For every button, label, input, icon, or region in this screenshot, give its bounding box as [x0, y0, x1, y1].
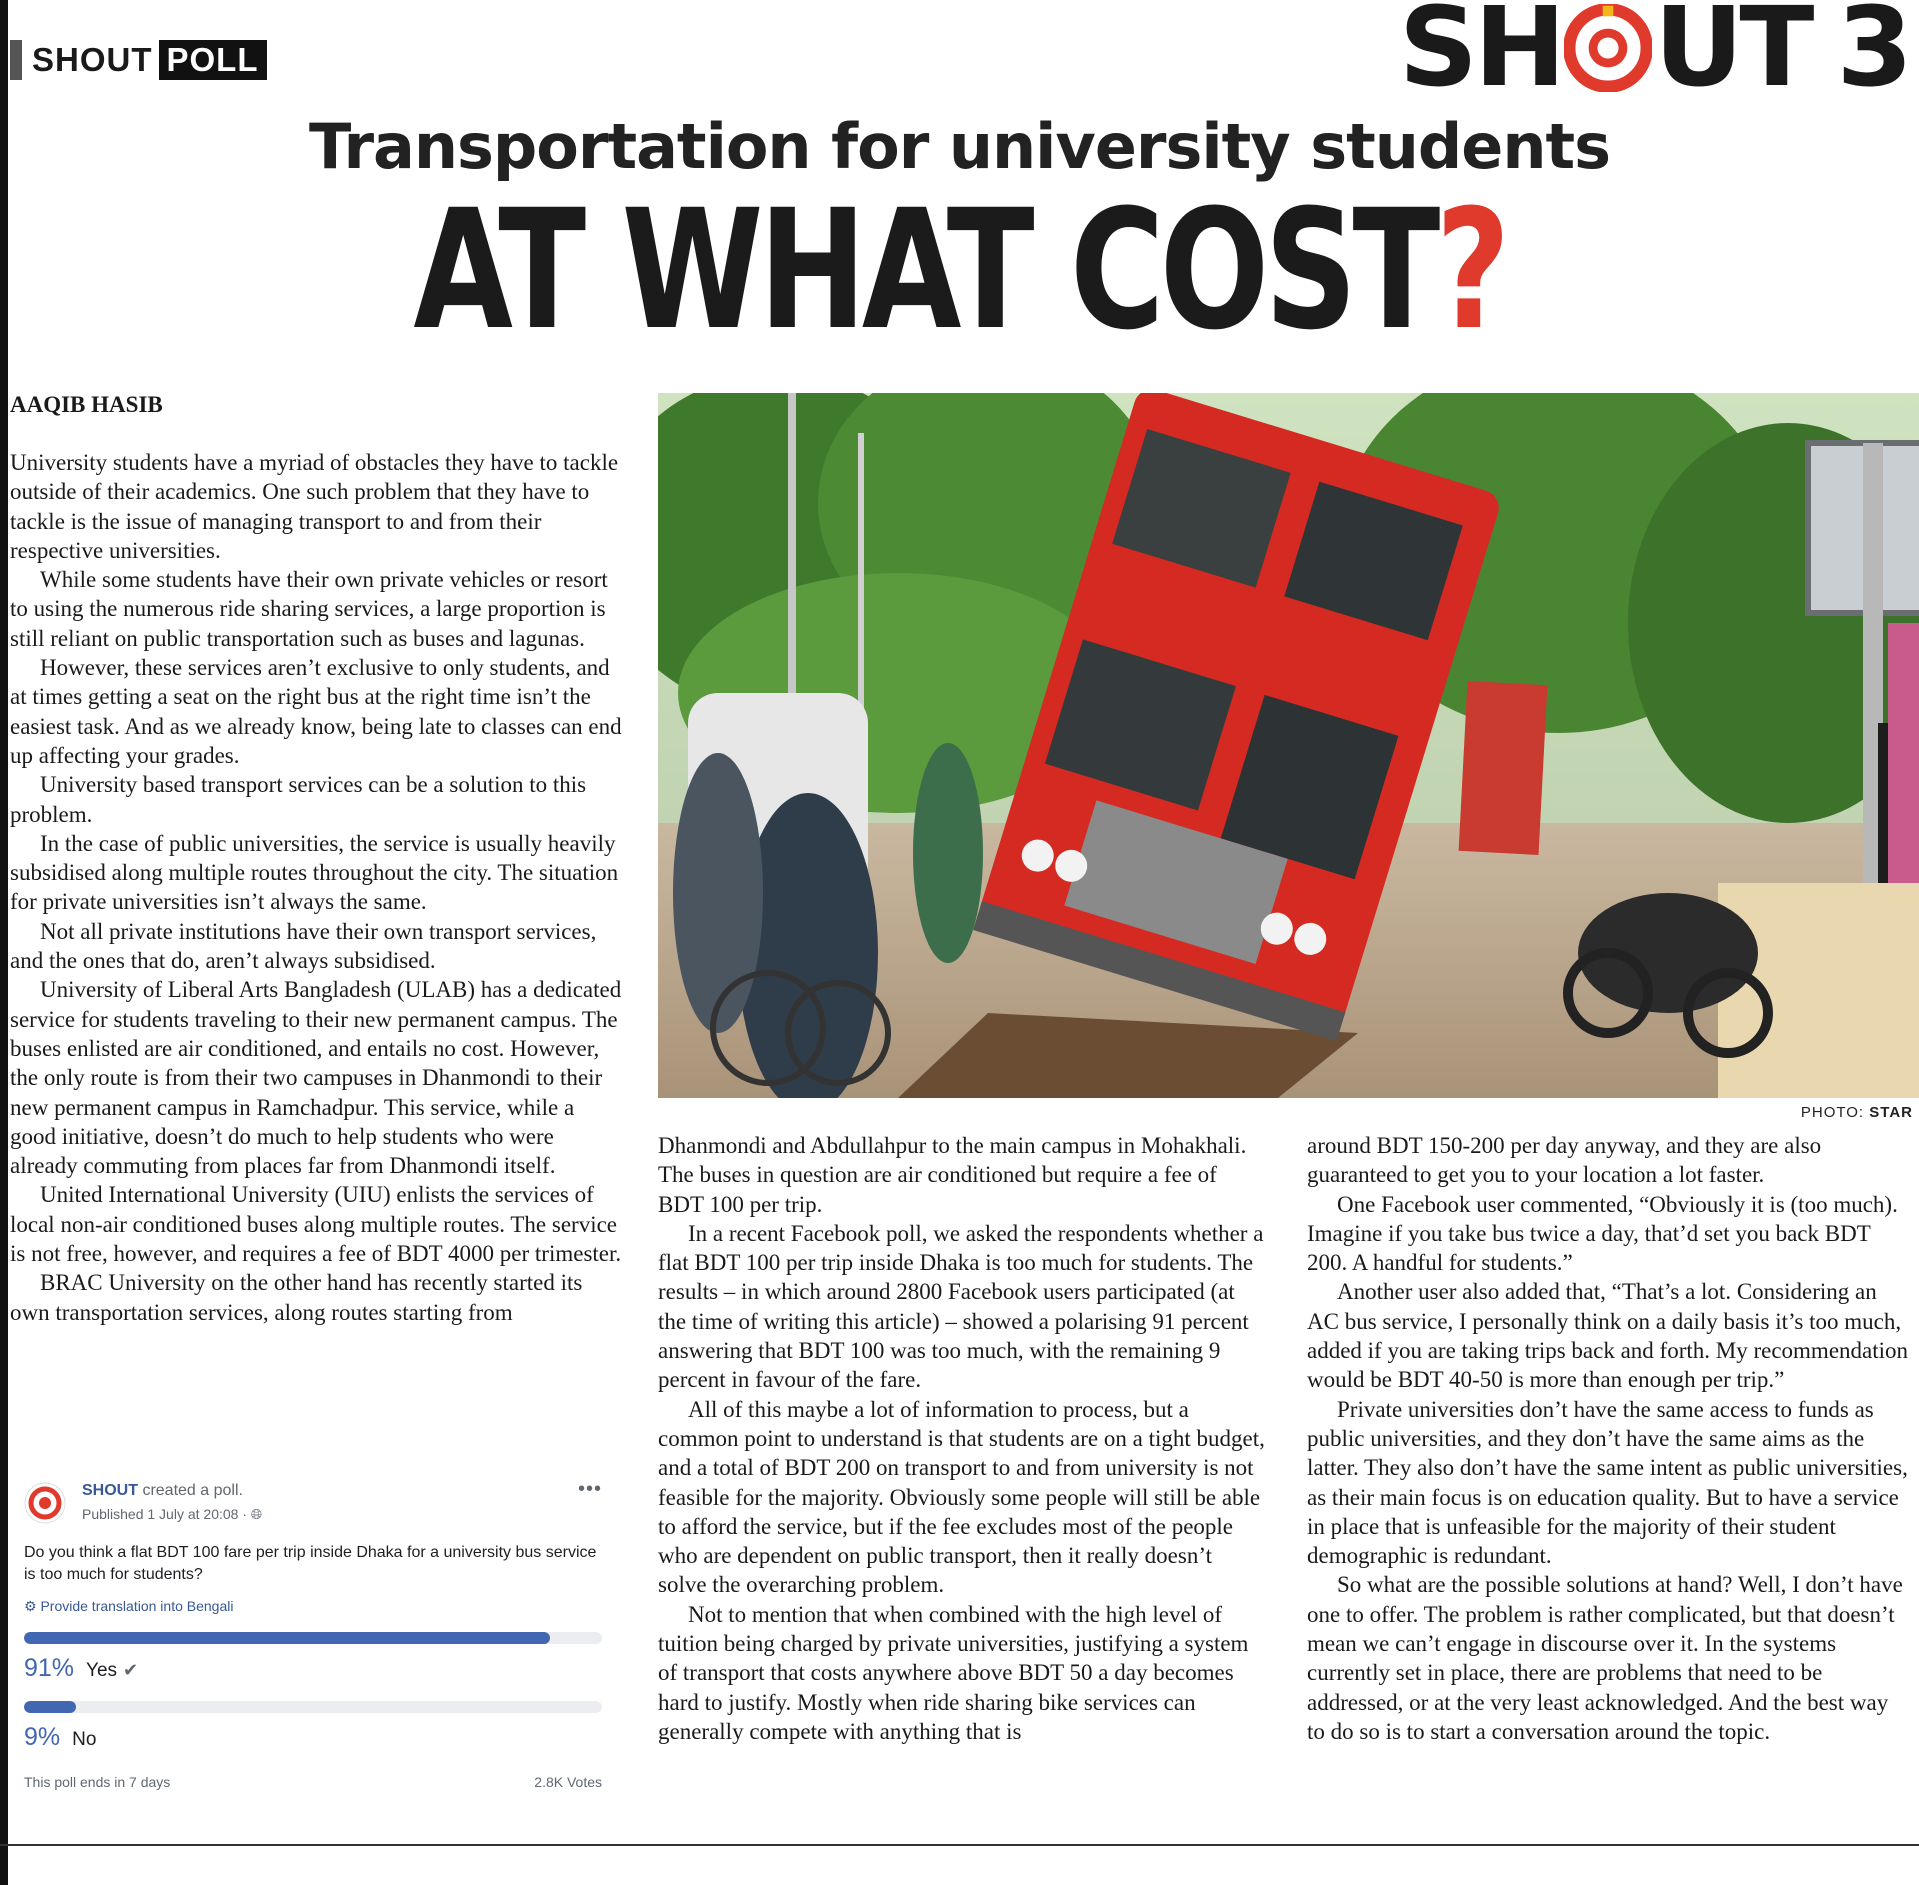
- paragraph: University of Liberal Arts Bangladesh (ULAB) has a dedicated service for students traveling to their new permanent campus. The buses enlisted are air conditioned, and entails no cost. However, the only route is from their two campuses in Dhanmondi to their new permanent campus in Ramchadpur. This service, while a good initiative, doesn’t do much to help students who were already commuting from places far from Dhanmondi itself.: [10, 977, 622, 1179]
- page-number: 3: [1836, 0, 1909, 111]
- poll-percent-no: 9%: [24, 1723, 61, 1751]
- left-margin-rule: [0, 0, 8, 1885]
- globe-icon: 🌐︎: [250, 1506, 263, 1522]
- poll-option-yes[interactable]: [24, 1654, 138, 1683]
- translate-link[interactable]: [24, 1598, 233, 1615]
- poll-percent-yes: 91%: [24, 1654, 75, 1682]
- poll-label-yes: Yes: [86, 1660, 118, 1681]
- poll-bar-no[interactable]: [24, 1701, 602, 1713]
- paragraph: So what are the possible solutions at hand? Well, I don’t have one to offer. The problem is rather complicated, but that doesn’t mean we can’t engage in discourse over it. In the systems currently set in place, there are problems that need to be addressed, or at the very least acknowledged. And the best way to do so is to start a conversation around the topic.: [1307, 1572, 1903, 1744]
- paragraph: Dhanmondi and Abdullahpur to the main campus in Mohakhali. The buses in question are air conditioned but require a fee of BDT 100 per trip.: [658, 1133, 1247, 1217]
- headline-question-mark: ?: [1435, 174, 1506, 366]
- paragraph: United International University (UIU) enlists the services of local non-air conditioned buses along multiple routes. The service is not free, however, and requires a fee of BDT 4000 per trimester.: [10, 1182, 622, 1267]
- headline-main: [211, 174, 1708, 366]
- gear-icon: ⚙: [24, 1598, 37, 1614]
- poll-ends-text: This poll ends in 7 days: [24, 1774, 171, 1790]
- poll-action: created a poll.: [142, 1482, 243, 1499]
- paragraph: Private universities don’t have the same access to funds as public universities, and they don’t have the same aims as the latter. They also don’t have the same intent as public universities, as their main focus is on education quality. But to have a service in place that is unfeasible for the majority of their student demographic is redundant.: [1307, 1396, 1908, 1569]
- paragraph: Another user also added that, “That’s a lot. Considering an AC bus service, I personally think on a daily basis it’s too much, added if you are taking trips back and forth. My recommendation would be BDT 40-50 is more than enough per trip.”: [1307, 1279, 1909, 1393]
- paragraph: University students have a myriad of obstacles they have to tackle outside of their academics. One such problem that they have to tackle is the issue of managing transport to and from their respective universities.: [10, 450, 619, 563]
- check-circle-icon: ✔︎: [123, 1660, 139, 1680]
- paragraph: All of this maybe a lot of information to process, but a common point to understand is that students are on a tight budget, and a total of BDT 200 on transport to and from university is not feasible for the majority. Obviously some people will still be able to afford the service, but if the fee excludes most of the people who are dependent on public transport, then it really doesn’t solve the overarching problem.: [658, 1396, 1265, 1598]
- article-column-3: [1307, 1131, 1911, 1746]
- article-column-2: [658, 1131, 1266, 1746]
- poll-question: Do you think a flat BDT 100 fare per trip inside Dhaka for a university bus service is too much for students?: [24, 1544, 597, 1583]
- poll-author-line: [82, 1482, 243, 1500]
- paragraph: In the case of public universities, the service is usually heavily subsidised along multiple routes throughout the city. The situation for private universities isn’t always the same.: [10, 830, 619, 915]
- bus-accident-photo: [658, 393, 1919, 1098]
- paragraph: University based transport services can be a solution to this problem.: [10, 772, 587, 827]
- paragraph: BRAC University on the other hand has recently started its own transportation services, along routes starting from: [10, 1270, 583, 1325]
- photo-credit-label: PHOTO:: [1800, 1104, 1865, 1121]
- paragraph: around BDT 150-200 per day anyway, and they are also guaranteed to get you to your location a lot faster.: [1307, 1133, 1822, 1188]
- masthead-left: SH: [1398, 0, 1563, 111]
- shout-avatar-icon: [24, 1482, 66, 1524]
- more-options-button[interactable]: •••: [577, 1478, 602, 1500]
- photo-credit: [1801, 1104, 1913, 1121]
- poll-bar-yes[interactable]: [24, 1632, 602, 1644]
- paragraph: In a recent Facebook poll, we asked the respondents whether a flat BDT 100 per trip inside Dhaka is too much for students. The results – in which around 2800 Facebook users participated (at the time of writing this article) – showed a polarising 91 percent answering that BDT 100 was too much, with the remaining 9 percent in favour of the fare.: [658, 1220, 1264, 1393]
- poll-option-no[interactable]: [24, 1723, 96, 1752]
- poll-bar-fill-yes: [24, 1632, 550, 1644]
- section-tag-left: SHOUT: [32, 41, 153, 78]
- headline-kicker: Transportation for university students: [308, 110, 1611, 183]
- translate-label: Provide translation into Bengali: [40, 1598, 234, 1614]
- masthead-logo: [1398, 0, 1909, 111]
- paragraph: One Facebook user commented, “Obviously it is (too much). Imagine if you take bus twice a day, that’d set you back BDT 200. A handful for students.”: [1307, 1191, 1898, 1276]
- paragraph: While some students have their own private vehicles or resort to using the numerous ride sharing services, a large proportion is still reliant on public transportation such as buses and lagunas.: [10, 567, 608, 651]
- section-tag: [10, 40, 267, 80]
- poll-bar-fill-no: [24, 1701, 76, 1713]
- megaphone-logo-icon: [1564, 4, 1652, 92]
- article-column-1: [10, 448, 622, 1327]
- paragraph: Not all private institutions have their own transport services, and the ones that do, aren’t always subsidised.: [10, 918, 597, 974]
- section-tag-right: POLL: [159, 40, 267, 80]
- poll-votes-count[interactable]: 2.8K Votes: [534, 1774, 602, 1790]
- paragraph: Not to mention that when combined with the high level of tuition being charged by private universities, justifying a system of transport that costs anywhere above BDT 50 a day becomes hard to justify. Mostly when ride sharing bike services can generally compete with anything that is: [658, 1601, 1249, 1744]
- poll-label-no: No: [72, 1729, 97, 1750]
- photo-credit-source: STAR: [1869, 1104, 1913, 1121]
- facebook-poll-card: [10, 1470, 622, 1810]
- poll-published-text[interactable]: Published 1 July at 20:08 ·: [82, 1506, 247, 1522]
- section-tag-bar: [10, 40, 22, 80]
- bottom-rule: [0, 1844, 1919, 1846]
- byline: AAQIB HASIB: [10, 392, 163, 417]
- headline-text: AT WHAT COST: [413, 174, 1436, 366]
- paragraph: However, these services aren’t exclusive to only students, and at times getting a seat on the right bus at the right time isn’t the easiest task. And as we already know, being late to classes can end up affecting your grades.: [10, 655, 622, 768]
- poll-published-date: [82, 1506, 262, 1523]
- poll-author-link[interactable]: SHOUT: [82, 1482, 138, 1499]
- masthead-right: UT: [1654, 0, 1811, 111]
